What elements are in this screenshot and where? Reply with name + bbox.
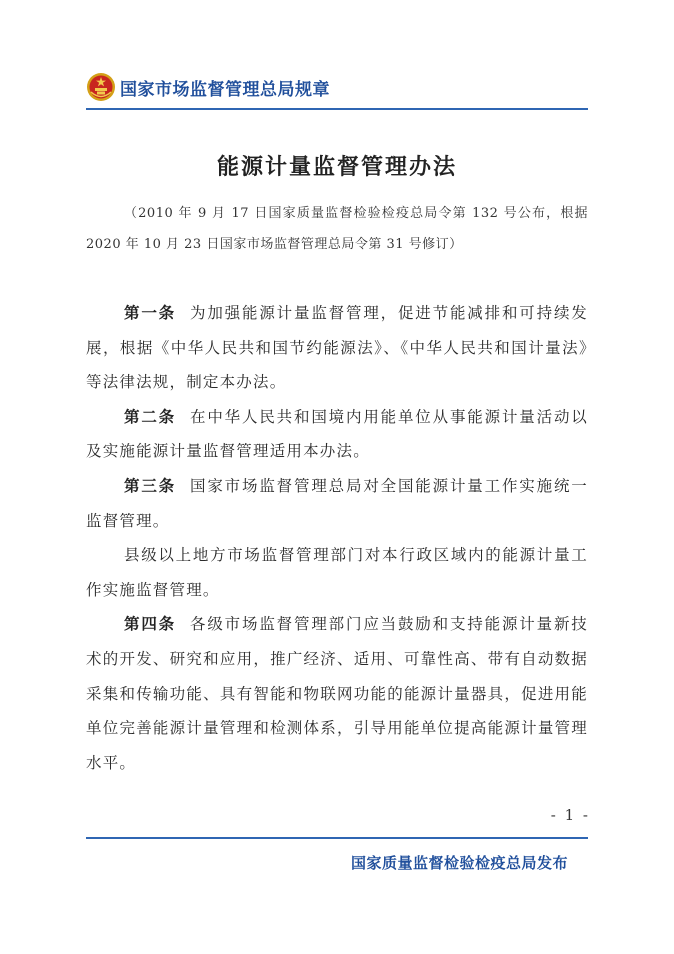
- header-title: 国家市场监督管理总局规章: [120, 79, 330, 100]
- article-text: 各级市场监督管理部门应当鼓励和支持能源计量新技术的开发、研究和应用，推广经济、适用、可靠性高、带有自动数据采集和传输功能、具有智能和物联网功能的能源计量器具，促进用能单位完善能源计量管理和检测体系，引导用能单位提高能源计量管理水平。: [86, 615, 588, 772]
- article-number: 第三条: [124, 476, 176, 495]
- paragraph-article-1: [86, 296, 588, 400]
- article-text: 为加强能源计量监督管理，促进节能减排和可持续发展，根据《中华人民共和国节约能源法》、《中华人民共和国计量法》等法律法规，制定本办法。: [86, 304, 588, 392]
- article-text: 县级以上地方市场监督管理部门对本行政区域内的能源计量工作实施监督管理。: [86, 546, 588, 599]
- document-header: [86, 70, 330, 104]
- footer-publisher: 国家质量监督检验检疫总局发布: [350, 854, 568, 872]
- paragraph-article-3-continued: [86, 538, 588, 607]
- document-title: 能源计量监督管理办法: [216, 155, 457, 180]
- footer-divider: [86, 837, 588, 839]
- article-number: 第二条: [124, 407, 176, 426]
- header-divider: [86, 108, 588, 110]
- article-number: 第四条: [124, 615, 176, 634]
- national-emblem-icon: [86, 72, 116, 102]
- paragraph-article-3: [86, 469, 588, 538]
- article-text: 在中华人民共和国境内用能单位从事能源计量活动以及实施能源计量监督管理适用本办法。: [86, 407, 588, 461]
- article-number: 第一条: [124, 304, 176, 322]
- document-body: [86, 296, 588, 780]
- paragraph-article-4: [86, 607, 588, 780]
- paragraph-article-2: [86, 400, 588, 469]
- article-text: 国家市场监督管理总局对全国能源计量工作实施统一监督管理。: [86, 476, 588, 530]
- document-subtitle: （2010 年 9 月 17 日国家质量监督检验检疫总局令第 132 号公布，根据 2020 年 10 月 23 日国家市场监督管理总局令第 31 号修订）: [86, 206, 588, 252]
- page-number: - 1 -: [550, 806, 590, 824]
